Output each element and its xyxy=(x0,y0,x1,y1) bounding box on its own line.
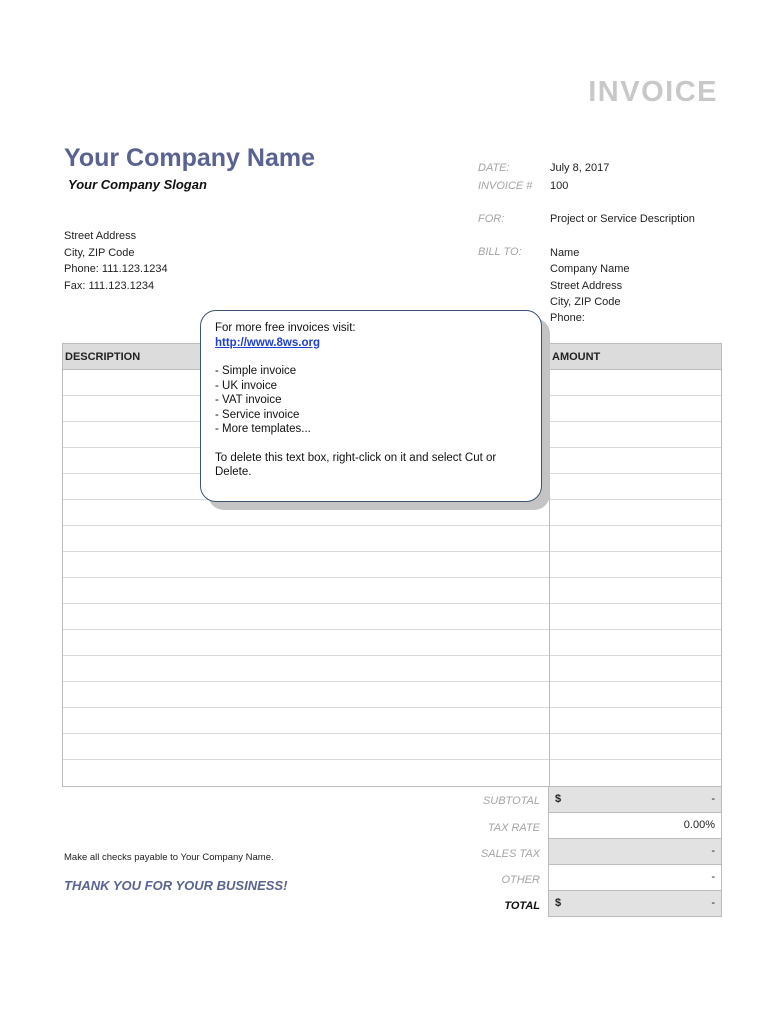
subtotal-currency: $ xyxy=(555,793,562,805)
subtotal-label: SUBTOTAL xyxy=(482,795,540,807)
invoice-number-value: 100 xyxy=(550,180,569,192)
bill-to-company: Company Name xyxy=(550,263,630,276)
table-row[interactable] xyxy=(63,656,721,682)
description-header: DESCRIPTION xyxy=(65,351,141,363)
tax-rate-cell[interactable] xyxy=(548,813,722,839)
promo-text-box[interactable] xyxy=(200,310,542,502)
bill-to-city-zip: City, ZIP Code xyxy=(550,295,621,308)
table-row[interactable] xyxy=(63,630,721,656)
other-cell[interactable] xyxy=(548,865,722,891)
promo-item-more: - More templates... xyxy=(215,423,311,435)
table-row[interactable] xyxy=(63,708,721,734)
promo-delete-note: To delete this text box, right-click on it and select Cut or Delete. xyxy=(215,451,497,478)
company-phone: Phone: 111.123.1234 xyxy=(64,263,168,275)
tax-rate-label: TAX RATE xyxy=(487,822,540,834)
sales-tax-value: - xyxy=(711,845,715,857)
table-row[interactable] xyxy=(63,760,721,786)
thank-you-message: THANK YOU FOR YOUR BUSINESS! xyxy=(64,878,288,893)
total-label: TOTAL xyxy=(504,900,540,912)
promo-item-simple: - Simple invoice xyxy=(215,365,297,377)
sales-tax-label: SALES TAX xyxy=(480,848,540,860)
table-row[interactable] xyxy=(63,682,721,708)
subtotal-cell[interactable] xyxy=(548,787,722,813)
date-value: July 8, 2017 xyxy=(550,162,610,174)
promo-intro: For more free invoices visit: xyxy=(215,322,356,334)
for-label: FOR: xyxy=(478,213,505,225)
for-value: Project or Service Description xyxy=(550,213,695,225)
table-row[interactable] xyxy=(63,734,721,760)
total-currency: $ xyxy=(555,897,562,909)
table-row[interactable] xyxy=(63,552,721,578)
table-row[interactable] xyxy=(63,526,721,552)
company-fax: Fax: 111.123.1234 xyxy=(64,279,155,292)
bill-to-block xyxy=(550,245,629,326)
bill-to-name: Name xyxy=(550,247,580,259)
promo-item-vat: - VAT invoice xyxy=(215,394,282,406)
total-cell[interactable] xyxy=(548,891,722,917)
amount-header: AMOUNT xyxy=(552,351,601,363)
date-label: DATE: xyxy=(478,162,510,174)
company-name: Your Company Name xyxy=(64,144,315,172)
company-street: Street Address xyxy=(64,230,137,242)
company-city-zip: City, ZIP Code xyxy=(64,246,135,259)
company-slogan: Your Company Slogan xyxy=(68,177,207,192)
company-address xyxy=(64,228,168,294)
table-row[interactable] xyxy=(63,604,721,630)
promo-item-service: - Service invoice xyxy=(215,408,300,421)
tax-rate-value: 0.00% xyxy=(683,819,715,831)
table-row[interactable] xyxy=(63,578,721,604)
promo-link[interactable]: http://www.8ws.org xyxy=(215,336,320,349)
subtotal-value: - xyxy=(711,793,715,805)
invoice-title: INVOICE xyxy=(588,76,718,108)
other-label: OTHER xyxy=(501,874,540,886)
bill-to-phone: Phone: xyxy=(550,312,585,325)
bill-to-label: BILL TO: xyxy=(478,246,522,258)
checks-payable-note: Make all checks payable to Your Company Name. xyxy=(64,852,274,863)
sales-tax-cell[interactable] xyxy=(548,839,722,865)
invoice-number-label: INVOICE # xyxy=(478,180,533,192)
promo-item-uk: - UK invoice xyxy=(215,379,277,392)
bill-to-street: Street Address xyxy=(550,279,623,292)
total-value: - xyxy=(711,897,715,909)
other-value: - xyxy=(711,871,715,883)
